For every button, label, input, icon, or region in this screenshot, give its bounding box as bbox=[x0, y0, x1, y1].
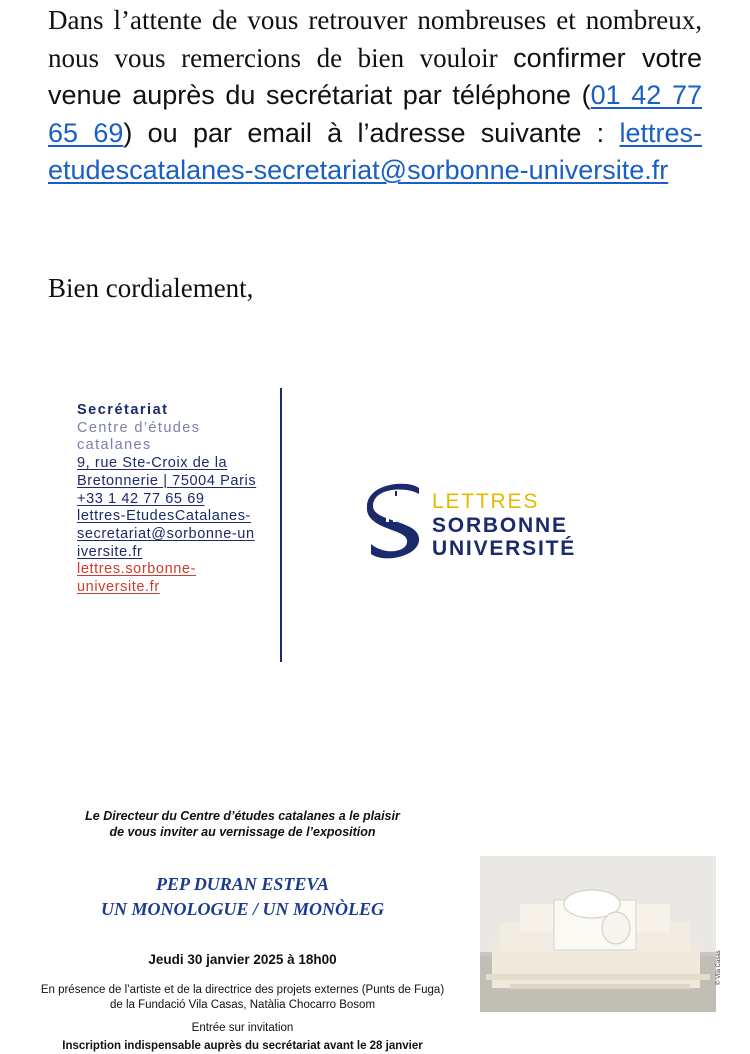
signature-phone[interactable]: +33 1 42 77 65 69 bbox=[77, 490, 205, 507]
presence-line2: de la Fundació Vila Casas, Natàlia Chocarro Bosom bbox=[109, 999, 376, 1011]
signature-address: 9, rue Ste-Croix de la Bretonnerie | 75004 Paris bbox=[77, 455, 257, 489]
exhibition-title bbox=[20, 872, 465, 922]
signature-block bbox=[77, 402, 257, 597]
event-date: Jeudi 30 janvier 2025 à 18h00 bbox=[148, 952, 337, 967]
signature-divider bbox=[280, 388, 282, 662]
sculpture-photo bbox=[480, 856, 716, 1012]
signature-website-link[interactable]: lettres.sorbonne-universite.fr bbox=[77, 561, 197, 596]
paragraph-sans-text-a: confirmer votre venue auprès du secrétariat par téléphone ( bbox=[48, 42, 702, 110]
photo-credit: © Vila Casas bbox=[716, 950, 722, 985]
logo-line-lettres: LETTRES bbox=[432, 490, 540, 513]
logo-line-universite: UNIVERSITÉ bbox=[432, 537, 577, 560]
paragraph-sans-text-b: ) ou par email à l’adresse suivante : bbox=[123, 117, 620, 148]
presence-line1: En présence de l’artiste et de la directrice des projets externes (Punts de Fuga) bbox=[40, 984, 445, 996]
signature-department: Centre d’études catalanes bbox=[77, 419, 201, 454]
exhibition-name: UN MONOLOGUE / UN MONÒLEG bbox=[101, 899, 384, 919]
presence-text bbox=[20, 983, 465, 1013]
body-paragraph bbox=[48, 2, 702, 190]
phone-link[interactable]: 01 42 77 65 69 bbox=[48, 80, 702, 148]
logo-line-sorbonne: SORBONNE bbox=[432, 514, 568, 537]
invitation-intro-line1: Le Directeur du Centre d’études catalanes a le plaisir bbox=[85, 809, 400, 823]
paragraph-serif-text: Dans l’attente de vous retrouver nombreuses et nombreux, nous vous remercions de bien vouloir bbox=[48, 5, 702, 73]
closing-text: Bien cordialement, bbox=[48, 273, 254, 303]
invitation-intro bbox=[20, 808, 465, 840]
invitation-intro-line2: de vous inviter au vernissage de l’exposition bbox=[109, 825, 376, 839]
registration-text: Inscription indispensable auprès du secrétariat avant le 28 janvier bbox=[62, 1040, 423, 1052]
email-link[interactable]: lettres-etudescatalanes-secretariat@sorbonne-universite.fr bbox=[48, 117, 702, 185]
signature-email[interactable]: lettres-EtudesCatalanes-secretariat@sorbonne-universite.fr bbox=[77, 508, 255, 560]
entry-text: Entrée sur invitation bbox=[191, 1022, 294, 1034]
artist-name: PEP DURAN ESTEVA bbox=[155, 874, 330, 894]
signature-title: Secrétariat bbox=[77, 402, 169, 418]
